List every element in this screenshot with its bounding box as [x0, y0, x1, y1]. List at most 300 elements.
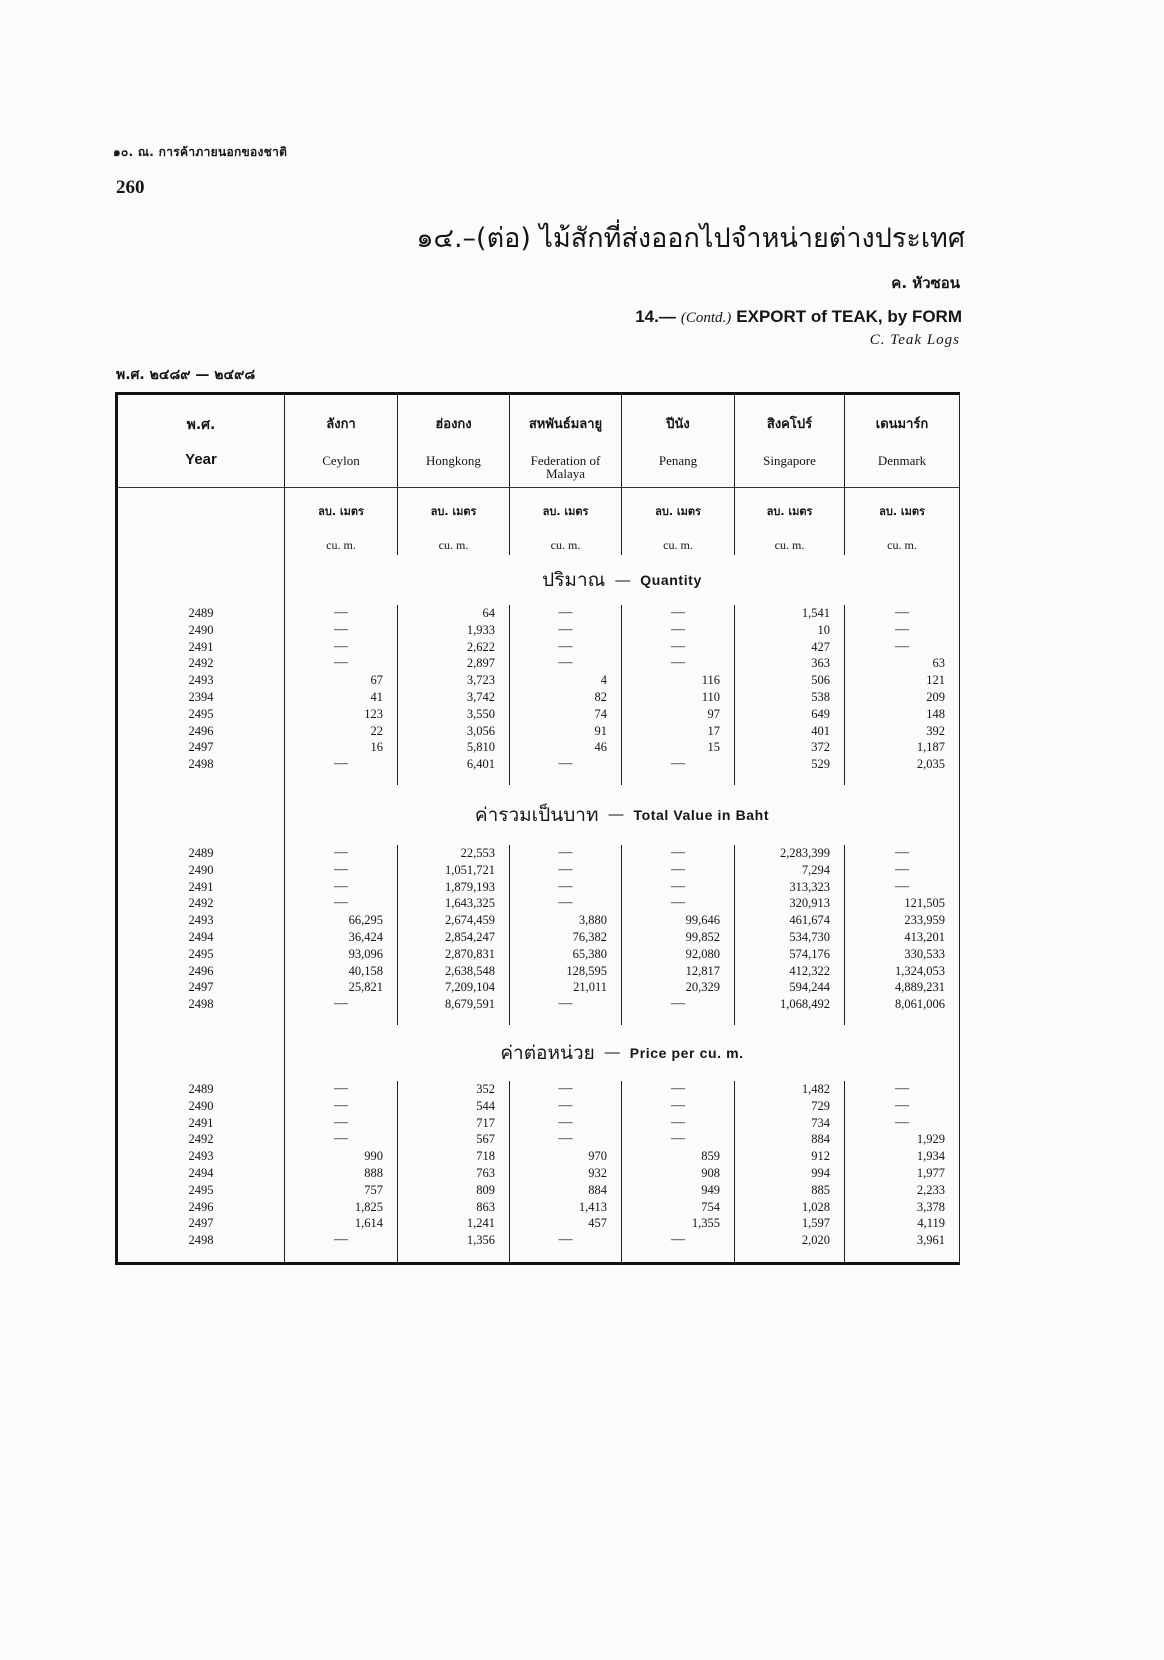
year-cell: 2497	[118, 739, 285, 756]
section-title-english: Quantity	[640, 572, 702, 588]
value-cell-singapore: 2,283,399	[735, 845, 845, 862]
value-cell-penang: 99,852	[622, 929, 735, 946]
table-row	[118, 639, 959, 656]
value-cell-ceylon: —	[285, 605, 398, 622]
table-row	[118, 1182, 959, 1199]
year-cell: 2491	[118, 879, 285, 896]
value-cell-hongkong: 1,879,193	[398, 879, 510, 896]
value-cell-denmark: 330,533	[904, 946, 945, 961]
value-cell-denmark: 4,889,231	[895, 980, 945, 995]
value-cell-hongkong: 1,643,325	[398, 895, 510, 912]
year-header-thai: พ.ศ.	[186, 417, 216, 433]
year-cell: 2496	[118, 723, 285, 740]
value-cell-penang: —	[622, 862, 735, 879]
section-title	[285, 785, 959, 845]
value-cell-singapore: 649	[735, 706, 845, 723]
table-subtitle-english: C. Teak Logs	[869, 332, 960, 348]
value-cell-penang: 754	[622, 1199, 735, 1216]
table-row	[118, 1098, 959, 1115]
value-cell-denmark: 233,959	[904, 913, 945, 928]
value-cell-singapore: 529	[735, 756, 845, 773]
value-cell-penang: —	[622, 639, 735, 656]
continued-note: (Contd.)	[680, 310, 732, 326]
value-cell-denmark: 8,061,006	[895, 997, 945, 1012]
value-cell-federation-of-malaya: 884	[510, 1182, 622, 1199]
spacer-cell	[622, 1013, 735, 1025]
value-cell-federation-of-malaya: —	[510, 1131, 622, 1148]
table-row	[118, 1115, 959, 1132]
spacer-cell	[510, 773, 622, 785]
value-cell-ceylon: 22	[285, 723, 398, 740]
unit-thai: ลบ. เมตร	[542, 505, 589, 518]
value-cell-ceylon: —	[285, 1131, 398, 1148]
teak-export-table	[115, 392, 960, 1265]
year-cell: 2489	[118, 1081, 285, 1098]
year-cell: 2493	[118, 1148, 285, 1165]
value-cell-denmark: 2,233	[916, 1182, 945, 1197]
value-cell-singapore: 1,482	[735, 1081, 845, 1098]
value-cell-ceylon: 757	[285, 1182, 398, 1199]
value-cell-ceylon: —	[285, 639, 398, 656]
year-cell: 2496	[118, 1199, 285, 1216]
table-number: 14.—	[635, 307, 676, 326]
value-cell-denmark: 1,929	[916, 1132, 945, 1147]
section-title-thai: ค่าต่อหน่วย	[500, 1041, 595, 1064]
value-cell-hongkong: 3,723	[398, 672, 510, 689]
year-cell: 2493	[118, 672, 285, 689]
section-title-english: Total Value in Baht	[633, 806, 770, 823]
value-cell-penang: —	[622, 605, 735, 622]
value-cell-singapore: 506	[735, 672, 845, 689]
table-title-english	[635, 306, 962, 329]
value-cell-federation-of-malaya: 74	[510, 706, 622, 723]
value-cell-ceylon: —	[285, 756, 398, 773]
value-cell-federation-of-malaya: 76,382	[510, 929, 622, 946]
value-cell-singapore: 885	[735, 1182, 845, 1199]
table-row	[118, 756, 959, 773]
value-cell-denmark: 121	[926, 673, 945, 688]
value-cell-singapore: 313,323	[735, 879, 845, 896]
value-cell-hongkong: 1,241	[398, 1215, 510, 1232]
table-row	[118, 996, 959, 1013]
value-cell-federation-of-malaya: 128,595	[510, 963, 622, 980]
value-cell-singapore: 884	[735, 1131, 845, 1148]
year-cell: 2490	[118, 622, 285, 639]
table-row	[118, 1215, 959, 1232]
value-cell-penang: —	[622, 1232, 735, 1249]
value-cell-ceylon: 25,821	[285, 979, 398, 996]
value-cell-ceylon: 40,158	[285, 963, 398, 980]
year-cell: 2498	[118, 996, 285, 1013]
value-cell-ceylon: —	[285, 845, 398, 862]
table-row	[118, 946, 959, 963]
value-cell-ceylon: —	[285, 1232, 398, 1249]
unit-cell-hongkong	[398, 488, 510, 555]
value-cell-hongkong: 809	[398, 1182, 510, 1199]
running-head: ๑๐. ณ. การค้าภายนอกของชาติ	[113, 145, 288, 159]
value-cell-hongkong: 1,356	[398, 1232, 510, 1249]
year-cell: 2495	[118, 1182, 285, 1199]
value-cell-penang: —	[622, 1081, 735, 1098]
value-cell-singapore: 734	[735, 1115, 845, 1132]
value-cell-penang: —	[622, 1115, 735, 1132]
value-cell-penang: 859	[622, 1148, 735, 1165]
table-row	[118, 979, 959, 996]
column-name-thai: สิงคโปร์	[766, 417, 813, 432]
value-cell-denmark: —	[895, 861, 909, 877]
table-title-main: EXPORT of TEAK, by FORM	[736, 307, 962, 326]
column-name-english: Denmark	[877, 453, 927, 468]
column-name-english: Federation of Malaya	[530, 453, 601, 481]
column-header-penang	[622, 395, 735, 487]
table-row	[118, 929, 959, 946]
value-cell-hongkong: 763	[398, 1165, 510, 1182]
unit-thai: ลบ. เมตร	[430, 505, 477, 518]
table-row	[118, 1165, 959, 1182]
unit-thai: ลบ. เมตร	[879, 505, 925, 518]
value-cell-singapore: 1,541	[735, 605, 845, 622]
value-cell-penang: 92,080	[622, 946, 735, 963]
value-cell-ceylon: 67	[285, 672, 398, 689]
column-header-federation-of-malaya	[510, 395, 622, 487]
value-cell-federation-of-malaya: —	[510, 996, 622, 1013]
section-title-english: Price per cu. m.	[629, 1044, 744, 1061]
value-cell-ceylon: —	[285, 879, 398, 896]
value-cell-penang: —	[622, 879, 735, 896]
value-cell-penang: 17	[622, 723, 735, 740]
value-cell-ceylon: 990	[285, 1148, 398, 1165]
year-cell: 2494	[118, 929, 285, 946]
value-cell-federation-of-malaya: —	[510, 862, 622, 879]
table-row	[118, 1131, 959, 1148]
unit-thai: ลบ. เมตร	[318, 505, 364, 518]
value-cell-singapore: 372	[735, 739, 845, 756]
year-header-english: Year	[185, 451, 217, 468]
unit-english: cu. m.	[438, 538, 469, 552]
year-cell: 2491	[118, 1115, 285, 1132]
value-cell-ceylon: 66,295	[285, 912, 398, 929]
section-title-separator: —	[608, 806, 624, 824]
value-cell-hongkong: 863	[398, 1199, 510, 1216]
value-cell-singapore: 2,020	[735, 1232, 845, 1249]
value-cell-singapore: 363	[735, 655, 845, 672]
value-cell-federation-of-malaya: —	[510, 655, 622, 672]
column-name-thai: ปีนัง	[666, 417, 690, 432]
value-cell-penang: —	[622, 1098, 735, 1115]
table-row	[118, 1199, 959, 1216]
table-row	[118, 963, 959, 980]
table-row	[118, 655, 959, 672]
table-row	[118, 862, 959, 879]
value-cell-hongkong: 717	[398, 1115, 510, 1132]
column-name-english: Hongkong	[426, 453, 481, 468]
value-cell-hongkong: 2,897	[398, 655, 510, 672]
table-row	[118, 879, 959, 896]
value-cell-ceylon: 16	[285, 739, 398, 756]
column-header-ceylon	[285, 395, 398, 487]
value-cell-federation-of-malaya: 65,380	[510, 946, 622, 963]
value-cell-hongkong: 1,933	[398, 622, 510, 639]
value-cell-singapore: 912	[735, 1148, 845, 1165]
unit-cell-singapore	[735, 488, 845, 555]
year-cell: 2498	[118, 756, 285, 773]
period-label: พ.ศ. ๒๔๘๙ — ๒๔๙๘	[116, 367, 256, 383]
spacer-cell	[118, 1249, 285, 1262]
value-cell-singapore: 1,068,492	[735, 996, 845, 1013]
unit-row	[118, 487, 959, 555]
spacer-cell	[398, 773, 510, 785]
value-cell-federation-of-malaya: —	[510, 756, 622, 773]
value-cell-denmark: 1,187	[916, 740, 945, 755]
value-cell-singapore: 427	[735, 639, 845, 656]
column-name-thai: เดนมาร์ก	[875, 417, 929, 432]
value-cell-hongkong: 22,553	[398, 845, 510, 862]
value-cell-hongkong: 6,401	[398, 756, 510, 773]
value-cell-denmark: 1,934	[916, 1149, 945, 1164]
year-cell: 2492	[118, 1131, 285, 1148]
value-cell-penang: 15	[622, 739, 735, 756]
value-cell-denmark: —	[895, 605, 909, 620]
value-cell-penang: 1,355	[622, 1215, 735, 1232]
unit-english: cu. m.	[774, 538, 805, 552]
value-cell-denmark: —	[895, 1097, 909, 1113]
value-cell-federation-of-malaya: —	[510, 845, 622, 862]
unit-cell-ceylon	[285, 488, 398, 555]
value-cell-singapore: 574,176	[735, 946, 845, 963]
column-header-row	[118, 395, 959, 487]
spacer-cell	[285, 1013, 398, 1025]
value-cell-denmark: 413,201	[904, 929, 945, 944]
spacer-cell	[398, 1249, 510, 1262]
section-title-separator: —	[604, 1044, 620, 1062]
section-title-thai: ปริมาณ	[542, 569, 606, 591]
value-cell-penang: 12,817	[622, 963, 735, 980]
year-column-header	[118, 395, 285, 487]
value-cell-hongkong: 2,638,548	[398, 963, 510, 980]
value-cell-singapore: 7,294	[735, 862, 845, 879]
value-cell-hongkong: 544	[398, 1098, 510, 1115]
value-cell-federation-of-malaya: —	[510, 1098, 622, 1115]
value-cell-penang: —	[622, 1131, 735, 1148]
value-cell-federation-of-malaya: 82	[510, 689, 622, 706]
year-cell: 2497	[118, 979, 285, 996]
year-cell: 2490	[118, 862, 285, 879]
spacer-cell	[285, 773, 398, 785]
value-cell-penang: 97	[622, 706, 735, 723]
table-row	[118, 1232, 959, 1249]
row-spacer	[118, 773, 959, 785]
value-cell-penang: 116	[622, 672, 735, 689]
value-cell-federation-of-malaya: 932	[510, 1165, 622, 1182]
value-cell-singapore: 538	[735, 689, 845, 706]
value-cell-singapore: 320,913	[735, 895, 845, 912]
value-cell-penang: —	[622, 622, 735, 639]
column-name-english: Singapore	[763, 453, 816, 468]
year-cell: 2494	[118, 1165, 285, 1182]
value-cell-denmark: —	[895, 878, 909, 894]
value-cell-singapore: 412,322	[735, 963, 845, 980]
value-cell-singapore: 10	[735, 622, 845, 639]
spacer-cell	[118, 773, 285, 785]
column-name-thai: สหพันธ์มลายู	[528, 417, 603, 432]
spacer-cell	[845, 1013, 959, 1025]
section-title-separator: —	[615, 571, 631, 589]
value-cell-ceylon: 36,424	[285, 929, 398, 946]
value-cell-denmark: —	[895, 844, 909, 860]
table-row	[118, 845, 959, 862]
value-cell-penang: —	[622, 756, 735, 773]
value-cell-singapore: 594,244	[735, 979, 845, 996]
row-spacer	[118, 1013, 959, 1025]
spacer-cell	[735, 1249, 845, 1262]
year-cell: 2495	[118, 706, 285, 723]
value-cell-denmark: 209	[926, 689, 945, 704]
value-cell-denmark: 1,977	[916, 1165, 945, 1180]
value-cell-denmark: —	[895, 1080, 909, 1096]
table-row	[118, 895, 959, 912]
value-cell-hongkong: 2,622	[398, 639, 510, 656]
unit-cell-penang	[622, 488, 735, 555]
table-row	[118, 605, 959, 622]
value-cell-denmark: —	[895, 638, 909, 654]
unit-thai: ลบ. เมตร	[766, 505, 813, 518]
value-cell-federation-of-malaya: 457	[510, 1215, 622, 1232]
page-number: 260	[116, 177, 145, 198]
table-row	[118, 723, 959, 740]
unit-thai: ลบ. เมตร	[655, 505, 701, 518]
spacer-cell	[510, 1013, 622, 1025]
section-year-cell	[118, 555, 285, 605]
table-row	[118, 689, 959, 706]
column-header-singapore	[735, 395, 845, 487]
value-cell-ceylon: —	[285, 862, 398, 879]
year-cell: 2493	[118, 912, 285, 929]
value-cell-federation-of-malaya: 3,880	[510, 912, 622, 929]
column-name-english: Ceylon	[322, 453, 360, 468]
value-cell-penang: 99,646	[622, 912, 735, 929]
table-row	[118, 672, 959, 689]
value-cell-hongkong: 64	[398, 605, 510, 622]
value-cell-penang: —	[622, 996, 735, 1013]
spacer-cell	[118, 1013, 285, 1025]
unit-english: cu. m.	[326, 538, 356, 552]
year-cell: 2497	[118, 1215, 285, 1232]
value-cell-hongkong: 7,209,104	[398, 979, 510, 996]
spacer-cell	[510, 1249, 622, 1262]
value-cell-singapore: 401	[735, 723, 845, 740]
value-cell-hongkong: 2,674,459	[398, 912, 510, 929]
value-cell-federation-of-malaya: 4	[510, 672, 622, 689]
value-cell-ceylon: —	[285, 895, 398, 912]
section-header-quantity	[118, 555, 959, 605]
value-cell-ceylon: 1,614	[285, 1215, 398, 1232]
unit-english: cu. m.	[663, 538, 693, 552]
value-cell-singapore: 729	[735, 1098, 845, 1115]
unit-cell-denmark	[845, 488, 959, 555]
value-cell-hongkong: 2,870,831	[398, 946, 510, 963]
year-cell: 2492	[118, 655, 285, 672]
value-cell-ceylon: —	[285, 1081, 398, 1098]
value-cell-hongkong: 5,810	[398, 739, 510, 756]
value-cell-penang: 949	[622, 1182, 735, 1199]
unit-english: cu. m.	[887, 538, 917, 552]
value-cell-ceylon: —	[285, 996, 398, 1013]
value-cell-hongkong: 3,056	[398, 723, 510, 740]
value-cell-hongkong: 3,550	[398, 706, 510, 723]
section-title	[285, 1025, 959, 1081]
value-cell-penang: —	[622, 895, 735, 912]
value-cell-federation-of-malaya: —	[510, 622, 622, 639]
value-cell-federation-of-malaya: —	[510, 879, 622, 896]
value-cell-federation-of-malaya: —	[510, 895, 622, 912]
value-cell-penang: —	[622, 845, 735, 862]
value-cell-ceylon: 93,096	[285, 946, 398, 963]
value-cell-hongkong: 2,854,247	[398, 929, 510, 946]
year-cell: 2492	[118, 895, 285, 912]
value-cell-singapore: 1,028	[735, 1199, 845, 1216]
year-cell: 2489	[118, 605, 285, 622]
value-cell-singapore: 534,730	[735, 929, 845, 946]
value-cell-hongkong: 3,742	[398, 689, 510, 706]
column-header-hongkong	[398, 395, 510, 487]
year-cell: 2491	[118, 639, 285, 656]
column-name-english: Penang	[658, 453, 698, 468]
column-name-thai: ลังกา	[326, 417, 356, 432]
table-title-thai: ๑๔.–(ต่อ) ไม้สักที่ส่งออกไปจำหน่ายต่างประเทศ	[416, 223, 965, 254]
table-row	[118, 1148, 959, 1165]
year-cell: 2498	[118, 1232, 285, 1249]
value-cell-hongkong: 718	[398, 1148, 510, 1165]
year-cell: 2496	[118, 963, 285, 980]
year-cell: 2394	[118, 689, 285, 706]
value-cell-singapore: 461,674	[735, 912, 845, 929]
value-cell-federation-of-malaya: —	[510, 639, 622, 656]
table-subtitle-thai: ค. หัวซอน	[891, 274, 960, 292]
table-row	[118, 912, 959, 929]
value-cell-singapore: 994	[735, 1165, 845, 1182]
value-cell-federation-of-malaya: 970	[510, 1148, 622, 1165]
section-header-price-per-cu-m	[118, 1025, 959, 1081]
spacer-cell	[735, 773, 845, 785]
spacer-cell	[735, 1013, 845, 1025]
value-cell-denmark: 63	[932, 656, 945, 671]
value-cell-denmark: 3,378	[916, 1199, 945, 1214]
value-cell-hongkong: 1,051,721	[398, 862, 510, 879]
value-cell-denmark: 121,505	[904, 896, 945, 911]
value-cell-denmark: 392	[926, 723, 945, 738]
value-cell-ceylon: 888	[285, 1165, 398, 1182]
value-cell-denmark: —	[895, 621, 909, 637]
value-cell-hongkong: 567	[398, 1131, 510, 1148]
value-cell-penang: 20,329	[622, 979, 735, 996]
value-cell-federation-of-malaya: —	[510, 1115, 622, 1132]
value-cell-singapore: 1,597	[735, 1215, 845, 1232]
value-cell-ceylon: —	[285, 655, 398, 672]
value-cell-denmark: —	[895, 1114, 909, 1130]
value-cell-denmark: 148	[926, 706, 945, 721]
value-cell-ceylon: —	[285, 622, 398, 639]
value-cell-denmark: 4,119	[917, 1216, 945, 1231]
spacer-cell	[845, 773, 959, 785]
value-cell-federation-of-malaya: 91	[510, 723, 622, 740]
value-cell-ceylon: 123	[285, 706, 398, 723]
column-name-thai: ฮ่องกง	[435, 417, 472, 432]
value-cell-penang: 110	[622, 689, 735, 706]
value-cell-federation-of-malaya: —	[510, 1232, 622, 1249]
value-cell-ceylon: 1,825	[285, 1199, 398, 1216]
spacer-cell	[285, 1249, 398, 1262]
value-cell-penang: 908	[622, 1165, 735, 1182]
